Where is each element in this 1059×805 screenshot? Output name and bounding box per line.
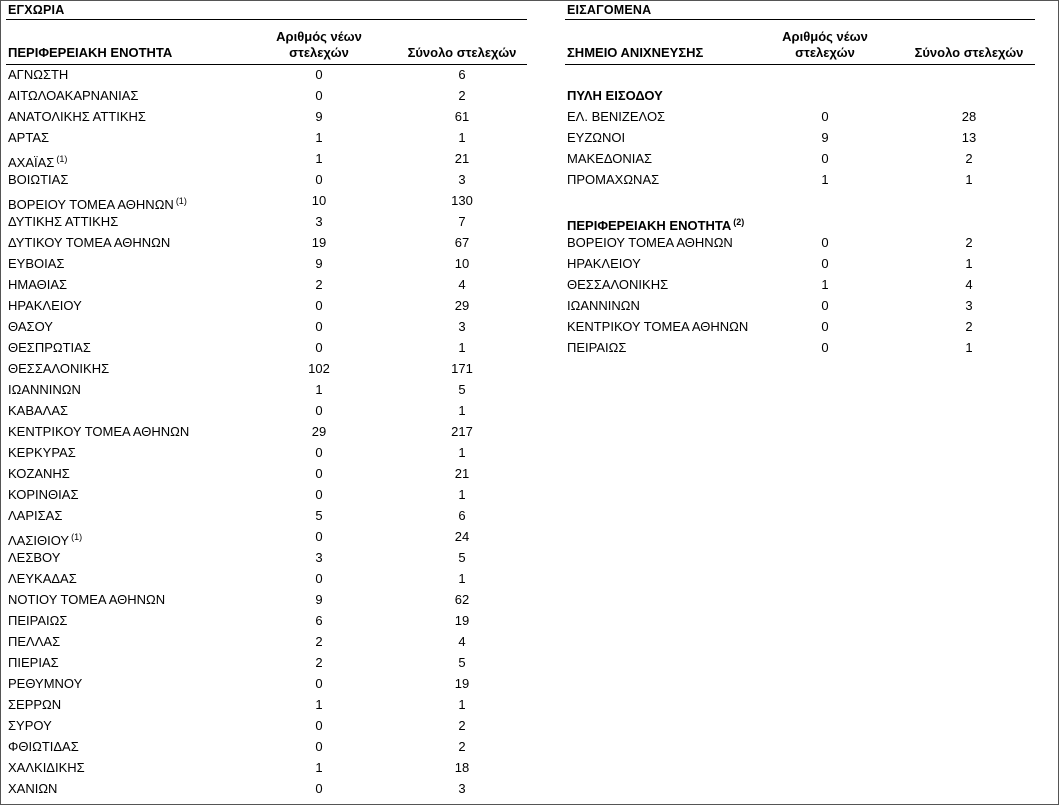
imported-section-title: ΕΙΣΑΓΟΜΕΝΑ	[567, 3, 652, 17]
table-row	[565, 275, 1035, 295]
new-cases-value: 9	[315, 109, 323, 124]
table-row	[6, 296, 527, 316]
new-cases-value: 1	[315, 382, 323, 397]
group-heading-row	[565, 212, 1035, 232]
region-name	[8, 653, 59, 673]
total-cases-value: 29	[454, 298, 470, 313]
region-name	[8, 758, 85, 778]
table-row	[6, 317, 527, 337]
detection-point-name: ΚΕΝΤΡΙΚΟΥ ΤΟΜΕΑ ΑΘΗΝΩΝ	[567, 319, 749, 334]
header-new-cases	[264, 29, 374, 61]
region-name-text: ΛΕΣΒΟΥ	[8, 550, 61, 565]
region-name-text: ΧΑΛΚΙΔΙΚΗΣ	[8, 760, 85, 775]
total-cases-value: 171	[451, 361, 473, 376]
new-cases-value: 1	[315, 130, 323, 145]
detection-point-name: ΠΡΟΜΑΧΩΝΑΣ	[567, 172, 660, 187]
total-cases-value: 5	[458, 655, 466, 670]
total-cases-value: 4	[458, 277, 466, 292]
total-cases-value: 18	[454, 760, 470, 775]
table-row	[565, 254, 1035, 274]
new-cases-value: 2	[315, 277, 323, 292]
region-name	[8, 674, 82, 694]
new-cases-value: 19	[311, 235, 327, 250]
region-name	[8, 254, 64, 274]
table-row	[6, 611, 527, 631]
new-cases-value: 3	[315, 214, 323, 229]
total-cases-value: 21	[454, 466, 470, 481]
new-cases-value: 3	[315, 550, 323, 565]
total-cases-value: 1	[458, 130, 466, 145]
table-row	[6, 128, 527, 148]
header-new-cases-line2: στελεχών	[795, 45, 855, 60]
total-cases-value: 19	[454, 613, 470, 628]
detection-point-name: ΠΕΙΡΑΙΩΣ	[567, 340, 627, 355]
detection-point-name: ΕΥΖΩΝΟΙ	[567, 130, 626, 145]
total-cases-value: 217	[451, 424, 473, 439]
region-name	[8, 128, 49, 148]
new-cases-value: 9	[821, 130, 829, 145]
region-name	[8, 401, 68, 421]
region-name-text: ΣΥΡΟΥ	[8, 718, 52, 733]
new-cases-value: 0	[315, 718, 323, 733]
region-name-text: ΑΙΤΩΛΟΑΚΑΡΝΑΝΙΑΣ	[8, 88, 139, 103]
total-cases-value: 24	[454, 529, 470, 544]
total-cases-value: 1	[458, 403, 466, 418]
header-new-cases	[770, 29, 880, 61]
region-name	[8, 632, 60, 652]
region-name	[8, 170, 68, 190]
total-cases-value: 3	[458, 319, 466, 334]
new-cases-value: 1	[821, 172, 829, 187]
table-row	[6, 65, 527, 85]
region-name-text: ΚΕΡΚΥΡΑΣ	[8, 445, 76, 460]
total-cases-value: 7	[458, 214, 466, 229]
table-row	[6, 149, 527, 169]
new-cases-value: 0	[315, 529, 323, 544]
region-name-text: ΠΕΙΡΑΙΩΣ	[8, 613, 68, 628]
new-cases-value: 0	[315, 319, 323, 334]
total-cases-value: 2	[458, 739, 466, 754]
new-cases-value: 29	[311, 424, 327, 439]
region-name-text: ΑΡΤΑΣ	[8, 130, 50, 145]
total-cases-value: 1	[965, 256, 973, 271]
total-cases-value: 6	[458, 67, 466, 82]
footnote-marker: (1)	[175, 196, 187, 206]
total-cases-value: 13	[961, 130, 977, 145]
region-name	[8, 233, 170, 253]
total-cases-value: 1	[458, 697, 466, 712]
region-name-text: ΘΕΣΠΡΩΤΙΑΣ	[8, 340, 91, 355]
new-cases-value: 2	[315, 634, 323, 649]
region-name	[8, 737, 79, 757]
header-new-cases-line2: στελεχών	[289, 45, 349, 60]
region-name	[8, 695, 61, 715]
table-row	[6, 275, 527, 295]
region-name-text: ΚΟΡΙΝΘΙΑΣ	[8, 487, 79, 502]
total-cases-value: 3	[458, 781, 466, 796]
total-cases-value: 3	[458, 172, 466, 187]
imported-table-header	[565, 22, 1035, 65]
region-name-text: ΠΙΕΡΙΑΣ	[8, 655, 59, 670]
region-name-text: ΑΝΑΤΟΛΙΚΗΣ ΑΤΤΙΚΗΣ	[8, 109, 146, 124]
table-row	[6, 506, 527, 526]
total-cases-value: 4	[965, 277, 973, 292]
table-row	[6, 191, 527, 211]
domestic-title-rule	[6, 19, 527, 20]
region-name-text: ΛΑΣΙΘΙΟΥ	[8, 533, 70, 548]
table-row	[6, 212, 527, 232]
region-name-text: ΗΡΑΚΛΕΙΟΥ	[8, 298, 82, 313]
region-name	[8, 485, 78, 505]
region-name-text: ΚΟΖΑΝΗΣ	[8, 466, 70, 481]
group-heading	[567, 86, 663, 106]
region-name-text: ΚΑΒΑΛΑΣ	[8, 403, 69, 418]
new-cases-value: 0	[315, 781, 323, 796]
table-row	[6, 359, 527, 379]
table-row	[6, 569, 527, 589]
detection-point-name: ΕΛ. ΒΕΝΙΖΕΛΟΣ	[567, 109, 666, 124]
new-cases-value: 0	[315, 739, 323, 754]
new-cases-value: 2	[315, 655, 323, 670]
table-row	[6, 485, 527, 505]
region-name-text: ΑΧΑΪΑΣ	[8, 155, 55, 170]
table-row	[6, 590, 527, 610]
detection-point-name: ΜΑΚΕΔΟΝΙΑΣ	[567, 151, 653, 166]
total-cases-value: 1	[458, 445, 466, 460]
table-row	[565, 107, 1035, 127]
table-row	[6, 401, 527, 421]
new-cases-value: 0	[315, 403, 323, 418]
detection-point-name: ΒΟΡΕΙΟΥ ΤΟΜΕΑ ΑΘΗΝΩΝ	[567, 235, 733, 250]
domestic-table-header	[6, 22, 527, 65]
new-cases-value: 0	[315, 571, 323, 586]
total-cases-value: 3	[965, 298, 973, 313]
total-cases-value: 67	[454, 235, 470, 250]
total-cases-value: 10	[454, 256, 470, 271]
new-cases-value: 6	[315, 613, 323, 628]
new-cases-value: 0	[821, 340, 829, 355]
new-cases-value: 1	[821, 277, 829, 292]
region-name-text: ΘΕΣΣΑΛΟΝΙΚΗΣ	[8, 361, 110, 376]
new-cases-value: 102	[308, 361, 330, 376]
region-name-text: ΠΕΛΛΑΣ	[8, 634, 61, 649]
header-total-cases: Σύνολο στελεχών	[407, 45, 517, 60]
table-row	[565, 128, 1035, 148]
region-name	[8, 380, 81, 400]
detection-point-name: ΙΩΑΝΝΙΝΩΝ	[567, 298, 640, 313]
region-name	[8, 296, 82, 316]
region-name-text: ΒΟΙΩΤΙΑΣ	[8, 172, 69, 187]
table-row	[6, 107, 527, 127]
region-name-text: ΛΑΡΙΣΑΣ	[8, 508, 63, 523]
region-name	[8, 86, 138, 106]
group-heading-text: ΠΥΛΗ ΕΙΣΟΔΟΥ	[567, 88, 663, 103]
table-row	[6, 674, 527, 694]
total-cases-value: 61	[454, 109, 470, 124]
region-name-text: ΔΥΤΙΚΗΣ ΑΤΤΙΚΗΣ	[8, 214, 119, 229]
new-cases-value: 0	[315, 67, 323, 82]
total-cases-value: 1	[965, 340, 973, 355]
new-cases-value: 0	[821, 151, 829, 166]
region-name-text: ΡΕΘΥΜΝΟΥ	[8, 676, 83, 691]
table-row	[6, 779, 527, 799]
region-name	[8, 65, 68, 85]
region-name-text: ΔΥΤΙΚΟΥ ΤΟΜΕΑ ΑΘΗΝΩΝ	[8, 235, 171, 250]
region-name	[8, 107, 146, 127]
table-row	[565, 170, 1035, 190]
table-row	[565, 296, 1035, 316]
header-region: ΠΕΡΙΦΕΡΕΙΑΚΗ ΕΝΟΤΗΤΑ	[8, 45, 173, 60]
new-cases-value: 0	[315, 298, 323, 313]
table-row	[6, 716, 527, 736]
new-cases-value: 1	[315, 697, 323, 712]
detection-point-name: ΘΕΣΣΑΛΟΝΙΚΗΣ	[567, 277, 669, 292]
table-row	[6, 632, 527, 652]
table-row	[565, 233, 1035, 253]
footnote-marker: (1)	[56, 154, 68, 164]
total-cases-value: 5	[458, 550, 466, 565]
total-cases-value: 62	[454, 592, 470, 607]
region-name-text: ΝΟΤΙΟΥ ΤΟΜΕΑ ΑΘΗΝΩΝ	[8, 592, 166, 607]
region-name-text: ΛΕΥΚΑΔΑΣ	[8, 571, 77, 586]
region-name	[8, 275, 67, 295]
table-row	[6, 254, 527, 274]
table-row	[6, 527, 527, 547]
footnote-marker: (2)	[733, 217, 745, 227]
table-row	[6, 338, 527, 358]
new-cases-value: 0	[315, 487, 323, 502]
table-row	[6, 695, 527, 715]
new-cases-value: 0	[315, 340, 323, 355]
new-cases-value: 0	[315, 445, 323, 460]
total-cases-value: 2	[458, 88, 466, 103]
header-detection-point: ΣΗΜΕΙΟ ΑΝΙΧΝΕΥΣΗΣ	[567, 45, 704, 60]
new-cases-value: 0	[821, 235, 829, 250]
region-name	[8, 317, 53, 337]
new-cases-value: 0	[315, 466, 323, 481]
new-cases-value: 1	[315, 760, 323, 775]
region-name-text: ΘΑΣΟΥ	[8, 319, 53, 334]
region-name-text: ΧΑΝΙΩΝ	[8, 781, 58, 796]
region-name-text: ΕΥΒΟΙΑΣ	[8, 256, 65, 271]
new-cases-value: 0	[821, 298, 829, 313]
region-name	[8, 779, 57, 799]
new-cases-value: 0	[315, 676, 323, 691]
table-row	[6, 86, 527, 106]
region-name	[8, 338, 91, 358]
region-name	[8, 506, 62, 526]
region-name	[8, 464, 70, 484]
table-row	[6, 548, 527, 568]
group-heading-text: ΠΕΡΙΦΕΡΕΙΑΚΗ ΕΝΟΤΗΤΑ	[567, 218, 732, 233]
table-row	[565, 149, 1035, 169]
table-row	[6, 653, 527, 673]
new-cases-value: 0	[315, 172, 323, 187]
region-name-text: ΚΕΝΤΡΙΚΟΥ ΤΟΜΕΑ ΑΘΗΝΩΝ	[8, 424, 190, 439]
header-new-cases-line1: Αριθμός νέων	[782, 29, 868, 44]
total-cases-value: 2	[965, 151, 973, 166]
detection-point-name: ΗΡΑΚΛΕΙΟΥ	[567, 256, 641, 271]
region-name	[8, 443, 76, 463]
table-row	[6, 422, 527, 442]
total-cases-value: 1	[458, 571, 466, 586]
new-cases-value: 0	[821, 256, 829, 271]
total-cases-value: 5	[458, 382, 466, 397]
new-cases-value: 0	[821, 109, 829, 124]
table-row	[6, 233, 527, 253]
domestic-section-title: ΕΓΧΩΡΙΑ	[8, 3, 65, 17]
total-cases-value: 130	[451, 193, 473, 208]
header-new-cases-line1: Αριθμός νέων	[276, 29, 362, 44]
region-name	[8, 548, 60, 568]
total-cases-value: 21	[454, 151, 470, 166]
total-cases-value: 2	[965, 319, 973, 334]
total-cases-value: 6	[458, 508, 466, 523]
total-cases-value: 1	[458, 487, 466, 502]
new-cases-value: 5	[315, 508, 323, 523]
table-row	[565, 338, 1035, 358]
region-name	[8, 590, 165, 610]
new-cases-value: 9	[315, 256, 323, 271]
new-cases-value: 0	[821, 319, 829, 334]
region-name	[8, 716, 52, 736]
region-name-text: ΦΘΙΩΤΙΔΑΣ	[8, 739, 79, 754]
region-name-text: ΑΓΝΩΣΤΗ	[8, 67, 69, 82]
region-name	[8, 212, 118, 232]
table-row	[6, 443, 527, 463]
table-row	[565, 317, 1035, 337]
total-cases-value: 1	[965, 172, 973, 187]
group-heading-row	[565, 86, 1035, 106]
header-total-cases: Σύνολο στελεχών	[914, 45, 1024, 60]
new-cases-value: 1	[315, 151, 323, 166]
region-name-text: ΒΟΡΕΙΟΥ ΤΟΜΕΑ ΑΘΗΝΩΝ	[8, 197, 174, 212]
total-cases-value: 19	[454, 676, 470, 691]
region-name	[8, 569, 77, 589]
total-cases-value: 28	[961, 109, 977, 124]
total-cases-value: 2	[458, 718, 466, 733]
region-name	[8, 422, 189, 442]
new-cases-value: 9	[315, 592, 323, 607]
region-name	[8, 359, 109, 379]
total-cases-value: 4	[458, 634, 466, 649]
region-name	[8, 611, 67, 631]
table-row	[6, 737, 527, 757]
table-row	[6, 380, 527, 400]
table-row	[6, 464, 527, 484]
table-row	[6, 758, 527, 778]
region-name-text: ΙΩΑΝΝΙΝΩΝ	[8, 382, 81, 397]
region-name-text: ΗΜΑΘΙΑΣ	[8, 277, 68, 292]
footnote-marker: (1)	[71, 532, 83, 542]
imported-title-rule	[565, 19, 1035, 20]
total-cases-value: 1	[458, 340, 466, 355]
total-cases-value: 2	[965, 235, 973, 250]
table-row	[6, 170, 527, 190]
new-cases-value: 0	[315, 88, 323, 103]
region-name-text: ΣΕΡΡΩΝ	[8, 697, 62, 712]
new-cases-value: 10	[311, 193, 327, 208]
